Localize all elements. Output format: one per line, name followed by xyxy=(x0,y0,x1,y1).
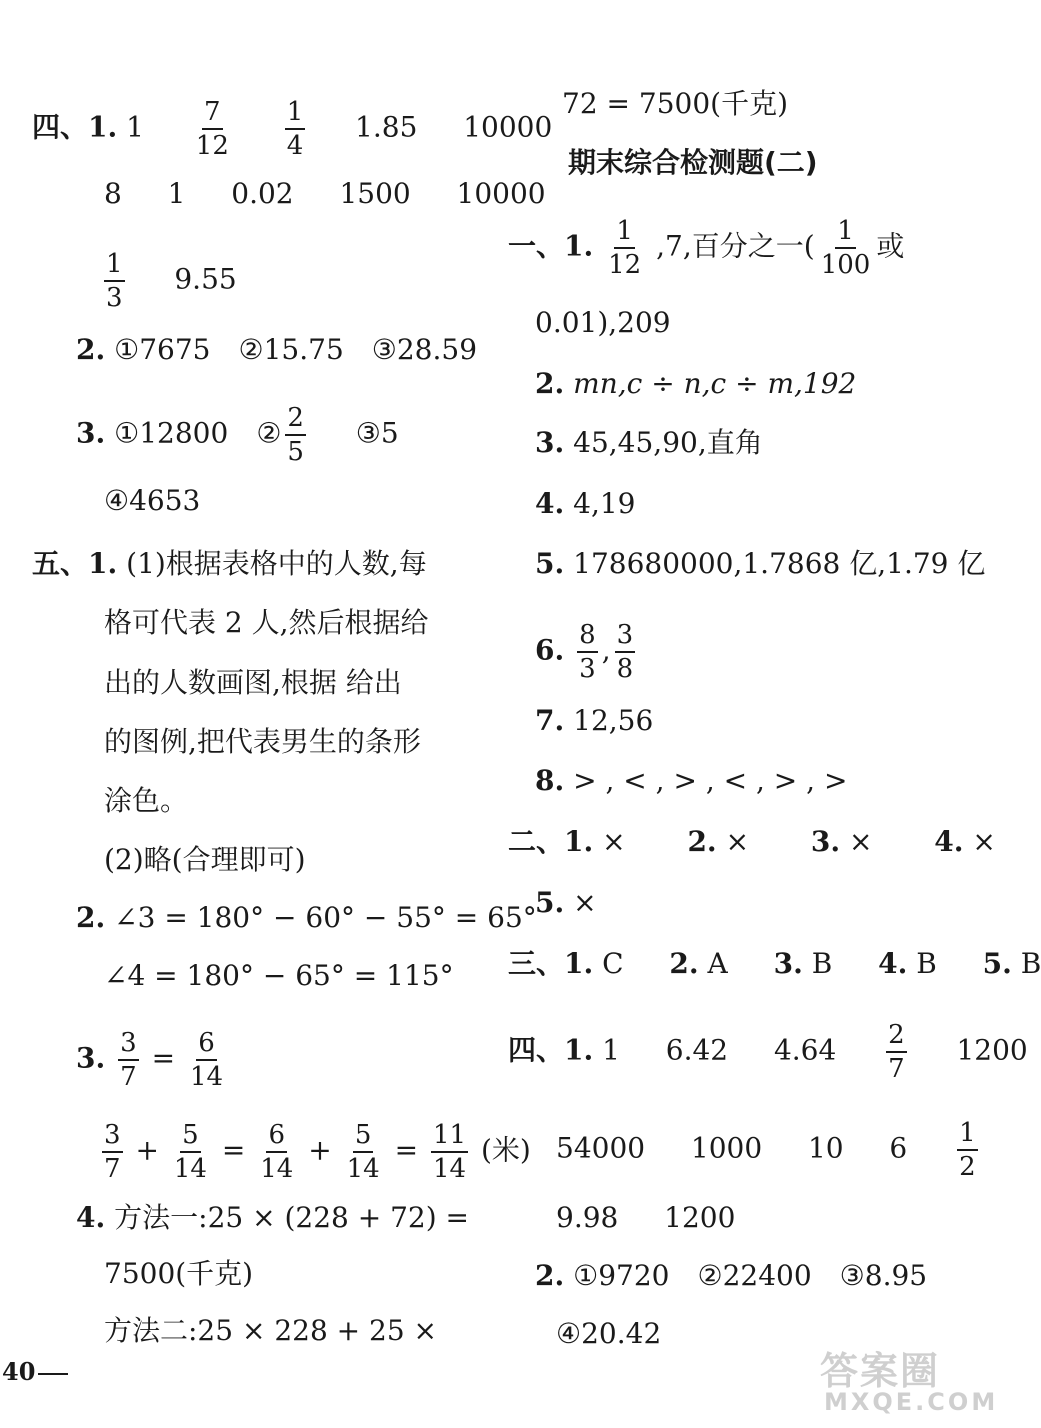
right-s1-q1-line2: 0.01),209 xyxy=(535,306,671,339)
left-s4-q1-label: 四、1. xyxy=(32,110,118,144)
right-s1-q5: 5. 178680000,1.7868 亿,1.79 亿 xyxy=(535,547,986,580)
left-s5-q3-line2: $\frac{3}{7}$ + $\frac{5}{14}$ = $\frac{6}{14}$ + $\frac{5}{14}$ = $\frac{11}{14}$ (米) xyxy=(104,1120,531,1184)
fraction: $\frac{2}{5}$ xyxy=(287,403,304,467)
right-s1-q7: 7. 12,56 xyxy=(535,704,654,737)
fraction: $\frac{1}{100}$ xyxy=(820,216,871,280)
page-number-dash xyxy=(38,1373,68,1375)
section-heading: 期末综合检测题(二) xyxy=(568,146,818,179)
left-s5-q2-line1: 2. ∠3 = 180° − 60° − 55° = 65° xyxy=(76,901,537,934)
fraction: $\frac{1}{12}$ xyxy=(608,216,642,280)
fraction: $\frac{1}{4}$ xyxy=(286,97,304,161)
left-s5-q3-line1: 3. $\frac{3}{7}$ = $\frac{6}{14}$ xyxy=(76,1028,224,1092)
left-s4-q1-line2: 8 1 0.02 1500 10000 xyxy=(104,177,546,210)
right-s1-q1-line1: 一、1. $\frac{1}{12}$ ,7,百分之一( $\frac{1}{100}$ 或 xyxy=(508,216,905,280)
fraction: $\frac{3}{7}$ xyxy=(120,1028,137,1092)
fraction: $\frac{11}{14}$ xyxy=(432,1120,467,1184)
right-s4-q1-line1: 四、1. 1 6.42 4.64 $\frac{2}{7}$ 1200 xyxy=(508,1020,1028,1084)
right-s4-q1-line2: 54000 1000 10 6 $\frac{1}{2}$ xyxy=(556,1118,976,1182)
right-s2-line1: 二、1. × 2. × 3. × 4. × xyxy=(508,825,996,858)
left-s5-q1-line3: 出的人数画图,根据 给出 xyxy=(104,666,402,699)
fraction: $\frac{8}{3}$ xyxy=(579,620,596,684)
fraction: $\frac{1}{2}$ xyxy=(959,1118,976,1182)
fraction: $\frac{3}{7}$ xyxy=(104,1120,121,1184)
page-number: 40 xyxy=(2,1357,36,1386)
left-s5-q4-line2: 7500(千克) xyxy=(104,1257,254,1290)
right-s4-q2-line2: ④20.42 xyxy=(556,1317,662,1350)
left-s5-q1-line4: 的图例,把代表男生的条形 xyxy=(104,725,421,758)
fraction: $\frac{6}{14}$ xyxy=(189,1028,224,1092)
left-s5-q1-line1: 五、1. (1)根据表格中的人数,每 xyxy=(32,547,427,580)
left-s4-q3-line2: ④4653 xyxy=(104,484,201,517)
right-s1-q2: 2. mn,c ÷ n,c ÷ m,192 xyxy=(535,367,857,400)
right-s1-q8: 8. > , < , > , < , > , > xyxy=(535,764,848,797)
left-s5-q2-line2: ∠4 = 180° − 65° = 115° xyxy=(104,959,454,992)
fraction: $\frac{6}{14}$ xyxy=(260,1120,294,1184)
right-s1-q6: 6. $\frac{8}{3}$ , $\frac{3}{8}$ xyxy=(535,620,634,684)
right-s4-q1-line3: 9.98 1200 xyxy=(556,1201,736,1234)
fraction: $\frac{1}{3}$ xyxy=(106,249,123,313)
watermark-text: 答案圈 xyxy=(820,1349,941,1393)
left-s5-q1-line2: 格可代表 2 人,然后根据给 xyxy=(104,606,429,639)
left-s5-q4-line3: 方法二:25 × 228 + 25 × xyxy=(104,1314,438,1347)
fraction: $\frac{5}{14}$ xyxy=(173,1120,207,1184)
fraction: $\frac{7}{12}$ xyxy=(195,97,229,161)
right-s3-line: 三、1. C 2. A 3. B 4. B 5. B xyxy=(508,947,1041,980)
right-cont-line: 72 = 7500(千克) xyxy=(562,87,788,120)
right-s4-q2-line1: 2. ①9720 ②22400 ③8.95 xyxy=(535,1259,928,1292)
watermark-logo xyxy=(820,1340,999,1420)
left-s5-q1-line5: 涂色。 xyxy=(104,784,189,817)
left-s5-q1-line6: (2)略(合理即可) xyxy=(104,843,306,876)
fraction: $\frac{3}{8}$ xyxy=(616,620,634,684)
left-s4-q1-line1: 四、1. 1 $\frac{7}{12}$ $\frac{1}{4}$ 1.85 10000 xyxy=(32,97,553,161)
left-s4-q2: 2. ①7675 ②15.75 ③28.59 xyxy=(76,333,478,366)
left-s4-q1-line3: $\frac{1}{3}$ 9.55 xyxy=(106,249,237,313)
right-s1-q3: 3. 45,45,90,直角 xyxy=(535,426,763,459)
right-s2-line2: 5. × xyxy=(535,886,597,919)
left-s5-q4-line1: 4. 方法一:25 × (228 + 72) = xyxy=(76,1201,470,1234)
right-s1-q4: 4. 4,19 xyxy=(535,487,636,520)
left-s4-q3: 3. ①12800 ② $\frac{2}{5}$ ③5 xyxy=(76,403,399,467)
fraction: $\frac{5}{14}$ xyxy=(346,1120,380,1184)
fraction: $\frac{2}{7}$ xyxy=(888,1020,905,1084)
watermark-url: MXQE.COM xyxy=(824,1388,999,1416)
